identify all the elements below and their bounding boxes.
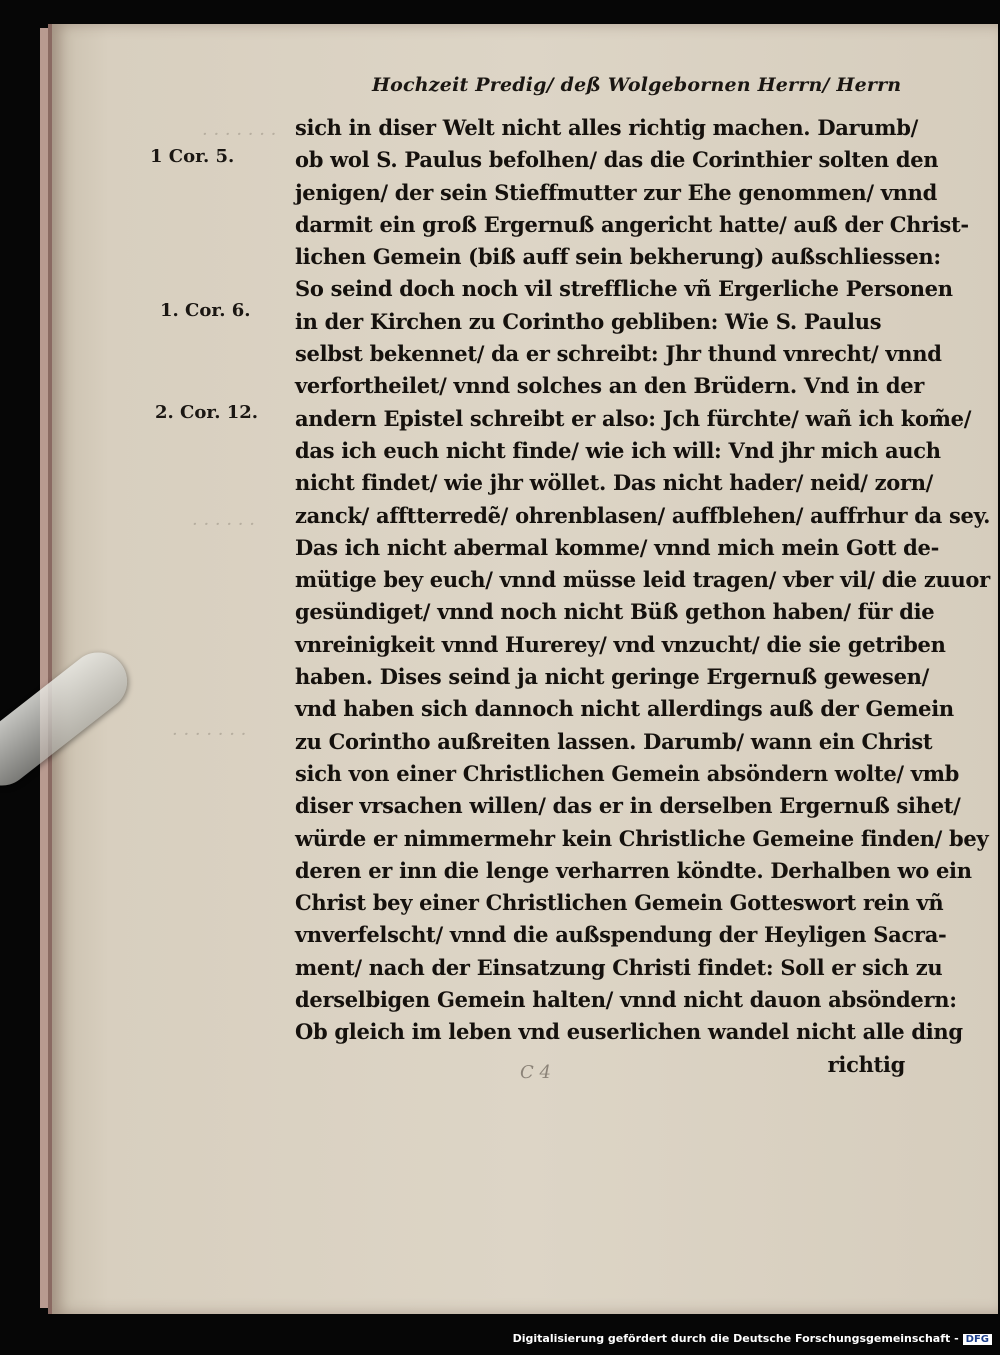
text-line: mütige bey euch/ vnnd müsse leid tragen/ vber vil/ die zuuor — [295, 567, 990, 593]
text-line: andern Epistel schreibt er also: Jch fürchte/ wañ ich kom̃e/ — [295, 405, 972, 431]
text-line: ment/ nach der Einsatzung Christi findet: Soll er sich zu — [295, 954, 943, 980]
text-line: zanck/ afftterredẽ/ ohrenblasen/ auffblehen/ auffrhur da sey. — [295, 502, 991, 528]
text-line: sich von einer Christlichen Gemein absöndern wolte/ vmb — [295, 760, 960, 786]
text-line: darmit ein groß Ergernuß angericht hatte/ auß der Christ- — [295, 211, 969, 237]
body-text — [295, 112, 991, 1081]
text-line: vnverfelscht/ vnnd die außspendung der Heyligen Sacra- — [295, 922, 947, 948]
text-line: sich in diser Welt nicht alles richtig machen. Darumb/ — [295, 115, 918, 140]
text-line: nicht findet/ wie jhr wöllet. Das nicht hader/ neid/ zorn/ — [295, 470, 934, 496]
footer-credit: Digitalisierung gefördert durch die Deutsche Forschungsgemeinschaft - — [512, 1332, 959, 1345]
text-line: derselbigen Gemein halten/ vnnd nicht dauon absöndern: — [295, 987, 957, 1013]
text-line: Ob gleich im leben vnd euserlichen wandel nicht alle ding — [295, 1019, 963, 1045]
text-line: vnreinigkeit vnnd Hurerey/ vnd vnzucht/ die sie getriben — [295, 631, 946, 657]
text-line: Das ich nicht abermal komme/ vnnd mich mein Gott de- — [295, 534, 940, 560]
text-line: diser vrsachen willen/ das er in derselben Ergernuß sihet/ — [295, 793, 961, 819]
bleed-through-text: · · · · · · · — [172, 724, 247, 745]
text-line: in der Kirchen zu Corintho gebliben: Wie S. Paulus — [295, 308, 882, 334]
text-line: ob wol S. Paulus befolhen/ das die Corinthier solten den — [295, 147, 939, 173]
text-line: verfortheilet/ vnnd solches an den Brüdern. Vnd in der — [295, 373, 925, 399]
text-line: deren er inn die lenge verharren köndte. Derhalben wo ein — [295, 857, 972, 883]
signature-mark: C 4 — [520, 1062, 551, 1083]
text-line: gesündiget/ vnnd noch nicht Büß gethon haben/ für die — [295, 599, 935, 625]
text-line: jenigen/ der sein Stieffmutter zur Ehe genommen/ vnnd — [295, 179, 937, 205]
bleed-through-text: · · · · · · — [192, 514, 255, 535]
text-line: Christ bey einer Christlichen Gemein Gotteswort rein vñ — [295, 890, 944, 916]
margin-note: 1. Cor. 6. — [160, 300, 251, 321]
text-line: würde er nimmermehr kein Christliche Gemeine finden/ bey — [295, 825, 989, 851]
margin-note: 2. Cor. 12. — [155, 402, 259, 423]
text-line: lichen Gemein (biß auff sein bekherung) außschliessen: — [295, 244, 941, 270]
text-line: das ich euch nicht finde/ wie ich will: Vnd jhr mich auch — [295, 437, 941, 463]
bleed-through-text: · · · · · · · — [202, 124, 277, 145]
page-edge — [40, 28, 48, 1308]
text-line: haben. Dises seind ja nicht geringe Ergernuß gewesen/ — [295, 664, 929, 690]
text-line: So seind doch noch vil streffliche vñ Ergerliche Personen — [295, 276, 953, 302]
text-line: vnd haben sich dannoch nicht allerdings auß der Gemein — [295, 696, 954, 722]
running-header: Hochzeit Predig/ deß Wolgebornen Herrn/ Herrn — [372, 74, 902, 96]
dfg-logo-icon: DFG — [963, 1334, 992, 1345]
digitization-footer — [513, 1332, 992, 1345]
text-line: zu Corintho außreiten lassen. Darumb/ wann ein Christ — [295, 728, 933, 754]
text-line: selbst bekennet/ da er schreibt: Jhr thund vnrecht/ vnnd — [295, 341, 942, 367]
catchword: richtig — [827, 1051, 905, 1077]
margin-note: 1 Cor. 5. — [150, 146, 235, 167]
